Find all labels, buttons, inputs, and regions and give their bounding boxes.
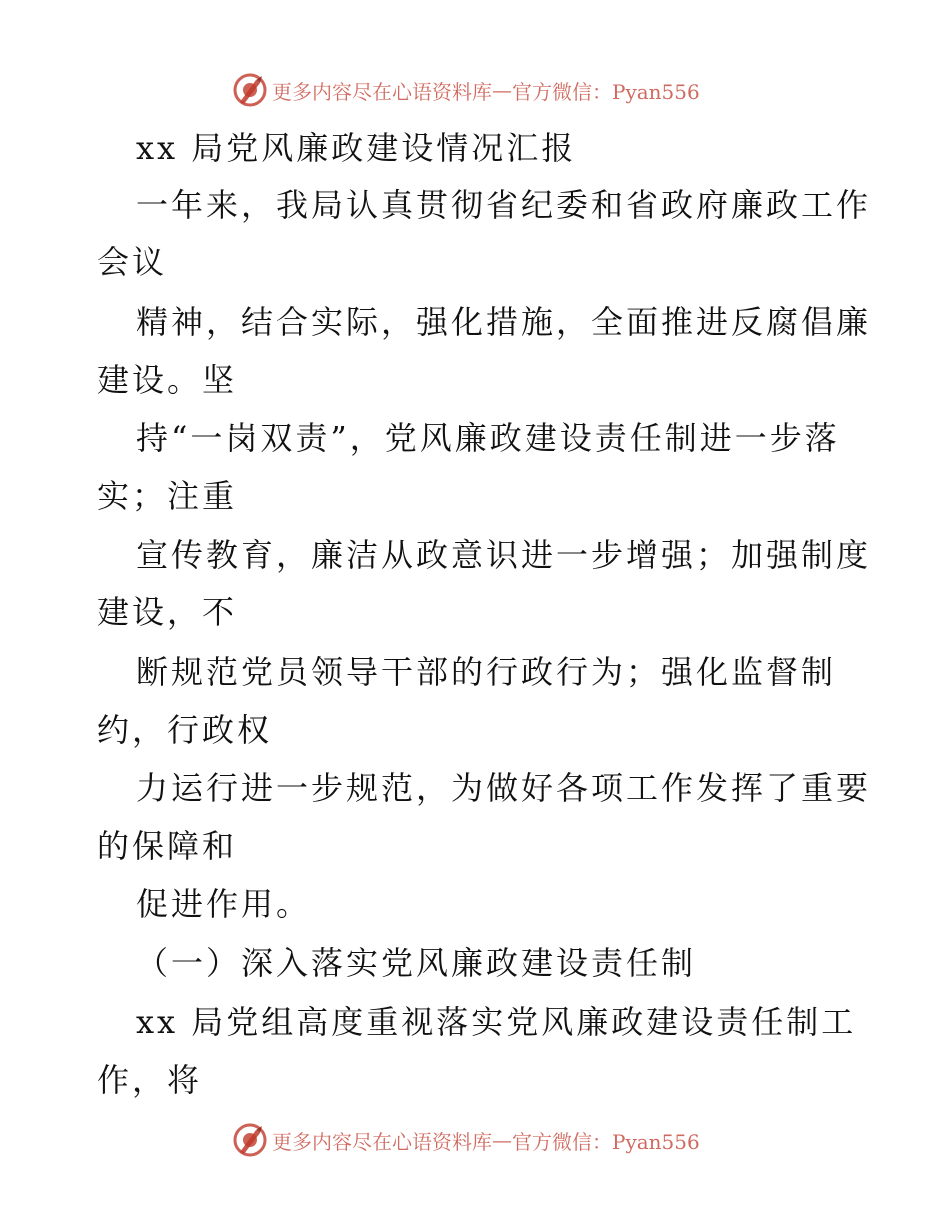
- doc-line: 作，将: [97, 1061, 203, 1099]
- banner-separator: —: [492, 1128, 512, 1152]
- banner-separator: —: [492, 78, 512, 102]
- doc-line: xx 局党组高度重视落实党风廉政建设责任制工: [136, 1003, 857, 1041]
- doc-line: 实；注重: [97, 477, 238, 515]
- doc-line: 建设，不: [97, 593, 238, 631]
- banner-main-text: 更多内容尽在心语资料库: [272, 1129, 492, 1154]
- doc-line: 宣传教育，廉洁从政意识进一步增强；加强制度: [136, 536, 872, 574]
- doc-line: 精神，结合实际，强化措施，全面推进反腐倡廉: [136, 303, 872, 341]
- doc-line: 的保障和: [97, 827, 238, 865]
- doc-line: 断规范党员领导干部的行政行为；强化监督制: [136, 653, 837, 691]
- section-heading: （一）深入落实党风廉政建设责任制: [136, 944, 697, 982]
- doc-line: 会议: [97, 243, 168, 281]
- doc-line: 促进作用。: [136, 885, 312, 923]
- doc-line: 持“一岗双责”，党风廉政建设责任制进一步落: [136, 419, 840, 457]
- pen-logo-icon: [232, 72, 268, 108]
- banner-wechat-text: 官方微信：Pyan556: [512, 79, 700, 104]
- pen-logo-icon: [232, 1122, 268, 1158]
- doc-line: 一年来，我局认真贯彻省纪委和省政府廉政工作: [136, 186, 872, 224]
- doc-line: 建设。坚: [97, 361, 238, 399]
- doc-line: 力运行进一步规范，为做好各项工作发挥了重要: [136, 769, 872, 807]
- banner-main-text: 更多内容尽在心语资料库: [272, 79, 492, 104]
- banner-wechat-text: 官方微信：Pyan556: [512, 1129, 700, 1154]
- doc-title: xx 局党风廉政建设情况汇报: [136, 129, 577, 167]
- watermark-banner-top: [232, 70, 712, 110]
- doc-line: 约，行政权: [97, 711, 273, 749]
- watermark-banner-bottom: [232, 1120, 712, 1160]
